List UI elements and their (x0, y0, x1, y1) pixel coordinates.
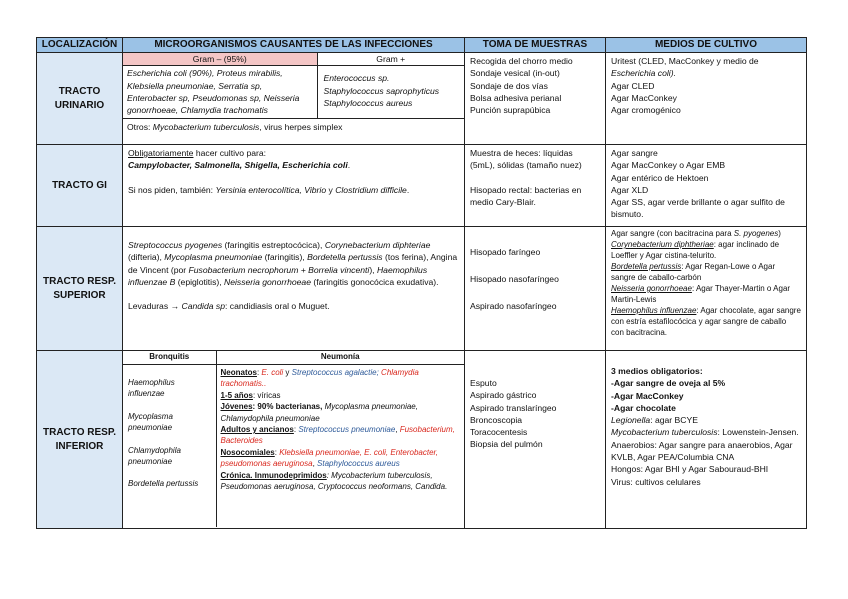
neumonia-subtable (123, 351, 464, 527)
otros-urinario (123, 119, 464, 136)
medio-haemophilus-label: Haemophilus influenzae (611, 306, 697, 315)
loc-gi: TRACTO GI (37, 145, 123, 227)
bug-e-coli: E. coli (261, 368, 284, 377)
gram-pos-item: Enterococcus sp. (323, 73, 390, 84)
infection-table (36, 37, 807, 529)
toma-heces-1: Muestra de heces: líquidas (470, 148, 573, 158)
toma-item: Sondaje de dos vías (470, 80, 548, 91)
bug-s-pneumoniae: Streptococcus pneumoniae (298, 425, 396, 435)
loc-superior (37, 227, 123, 351)
loc-superior-line1: TRACTO RESP. (43, 275, 116, 287)
toma-gi (465, 145, 606, 227)
medio-item: Agar SS, agar verde brillante o agar sulfito de bismuto. (611, 197, 785, 220)
gi-extra-end: . (406, 184, 410, 195)
medio-mycobacterium (611, 426, 801, 438)
toma-item: Aspirado translaríngeo (470, 402, 557, 413)
gram-neg-list: Escherichia coli (90%), Proteus mirabilis, Klebsiella pneumoniae, Serratia sp, Enterobacter sp, Pseudomonas sp, Neisseria gonorrhoeae, Chlamydia trachomatis (123, 66, 317, 119)
desc-text: ), (369, 264, 377, 275)
bug-candida: Candida sp (181, 301, 225, 312)
medio-macconkey: -Agar MacConkey (611, 390, 684, 401)
loc-inferior (37, 351, 123, 529)
medio-agar-sangre-text: Agar sangre (con bacitracina para (611, 229, 734, 238)
gi-extra-pre: Si nos piden, también: (128, 184, 216, 195)
sep: , (312, 459, 318, 469)
medio-item: Agar CLED (611, 80, 655, 91)
sep: ; (376, 368, 382, 377)
gi-bugs-end: . (347, 160, 351, 171)
neumonia-nosocomiales (221, 447, 461, 470)
desc-text: (faringitis gonocócica exudativa). (310, 276, 439, 287)
bug-b-pertussis: Bordetella pertussis (307, 252, 383, 263)
medio-haemophilus (611, 305, 801, 338)
row-tracto-urinario (37, 53, 807, 145)
micro-inferior (123, 351, 465, 529)
header-medios-cultivo: MEDIOS DE CULTIVO (606, 38, 807, 53)
micro-gi (123, 145, 465, 227)
bug-m-tuberculosis: Mycobacterium tuberculosis (611, 427, 718, 438)
levaduras-rest: : candidiasis oral o Muguet. (225, 301, 330, 312)
ninos-label: 1-5 años (220, 390, 253, 400)
bug-s-agalactie: Streptococcus agalactie (291, 368, 377, 377)
medio-chocolate: -Agar chocolate (611, 402, 676, 413)
medio-hongos: Hongos: Agar BHI y Agar Sabouraud-BHI (611, 464, 769, 475)
bug-h-influenzae: Haemophilus influenzae B (128, 264, 428, 287)
nosocomiales-gram-neg: Klebsiella pneumoniae, E. coli, Enterobacter, pseudomonas aeruginosa (220, 447, 438, 469)
bug-c-diphteriae: Corynebacterium diphteriae (324, 240, 431, 250)
gi-obligatorio (128, 147, 459, 159)
medios-inferior (606, 351, 807, 529)
medio-item: Agar sangre (611, 148, 658, 158)
cronica-bugs: : Mycobacterium tuberculosis, Pseudomonas aeruginosa, Cryptococcus neoformans, Candida. (220, 470, 448, 492)
levaduras-label: Levaduras → (128, 301, 182, 312)
toma-urinario (465, 53, 606, 145)
bronquitis-header: Bronquitis (123, 351, 216, 365)
micro-superior (123, 227, 465, 351)
medio-corynebacterium (611, 239, 801, 261)
header-toma-muestras: TOMA DE MUESTRAS (465, 38, 606, 53)
bug-s-aureus: Staphylococcus aureus (317, 459, 400, 469)
cronica-label: Crónica. Inmunodeprimidos (220, 470, 327, 480)
header-localizacion: LOCALIZACIÓN (37, 38, 123, 53)
loc-superior-line2: SUPERIOR (53, 289, 106, 301)
header-row (37, 38, 807, 53)
otros-rest: , virus herpes simplex (259, 122, 343, 133)
medios-uritest-line2: Escherichia coli). (611, 68, 676, 79)
gram-pos-item: Staphylococcus saprophyticus (323, 85, 440, 96)
medio-haemophilus-text: : Agar chocolate, agar sangre con estría estafilocócica y agar sangre de caballo con bacitracina. (611, 306, 801, 337)
toma-item: Bolsa adhesiva perianal (470, 92, 562, 103)
neumonia-neonatos: Neonatos: E. coli y Streptococcus agalactie; Chlamydia trachomatis.. (220, 368, 419, 389)
toma-hisopado-1: Hisopado rectal: bacterias en (470, 184, 582, 195)
toma-inferior (465, 351, 606, 529)
medio-item: Agar MacConkey o Agar EMB (611, 160, 726, 171)
jovenes-bacterianas: : 90% bacterianas, (252, 402, 325, 412)
medios-urinario (606, 53, 807, 145)
neonatos-label: Neonatos (220, 368, 257, 377)
medio-item: Agar XLD (611, 184, 649, 195)
superior-paragraph-1 (128, 239, 459, 288)
row-tracto-superior (37, 227, 807, 351)
bug-m-pneumoniae: Mycoplasma pneumoniae (164, 252, 263, 263)
medio-neisseria-label: Neisseria gonorrhoeae (611, 284, 692, 293)
gram-pos-list (317, 66, 464, 119)
medio-agar-sangre (611, 228, 801, 239)
toma-item: Sondaje vesical (in-out) (470, 68, 560, 79)
gi-obligatorio-rest: hacer cultivo para: (193, 148, 267, 158)
toma-heces-2: (5mL), sólidas (tamaño nuez) (470, 160, 582, 171)
gram-pos-header: Gram + (317, 53, 464, 66)
medios-obligatorios: 3 medios obligatorios: (611, 366, 703, 376)
loc-urinario (37, 53, 123, 145)
toma-item: Recogida del chorro medio (470, 56, 573, 66)
jovenes-label: Jóvenes (220, 402, 253, 412)
toma-item: Hisopado nasofaríngeo (470, 274, 559, 284)
toma-superior (465, 227, 606, 351)
nosocomiales-label: Nosocomiales (220, 447, 275, 457)
loc-urinario-line2: URINARIO (54, 99, 105, 111)
toma-item: Aspirado gástrico (470, 390, 537, 401)
toma-item: Esputo (470, 378, 497, 388)
gi-bugs (128, 159, 459, 171)
bug-fusobacterium: Fusobacterium necrophorum + Borrelia vincenti (188, 264, 370, 275)
bug-fusobacterium: Fusobacterium, Bacteroides (220, 425, 455, 446)
neumonia-header: Neumonía (216, 351, 464, 365)
sep: : (274, 447, 280, 457)
loc-inferior-line1: TRACTO RESP. (43, 426, 116, 438)
jovenes-bugs: Mycoplasma pneumoniae, Chlamydophila pneumoniae (220, 402, 418, 423)
toma-item: Punción suprapúbica (470, 105, 551, 116)
bronquitis-list (123, 365, 216, 527)
row-tracto-gi (37, 145, 807, 227)
medio-agar-sangre-end: ) (778, 229, 781, 238)
bug-c-trachomatis: Chlamydia trachomatis (220, 368, 419, 389)
medio-bordetella-text: : Agar Regan-Lowe o Agar sangre de caballo-carbón (611, 262, 776, 282)
gram-pos-item: Staphylococcus aureus (323, 97, 413, 108)
toma-item: Biopsia del pulmón (470, 439, 543, 450)
toma-item: Aspirado nasofaríngeo (470, 301, 557, 311)
bronquitis-item: Bordetella pertussis (128, 479, 199, 489)
medio-bordetella (611, 261, 801, 283)
neumonia-list (216, 365, 464, 527)
medio-neisseria (611, 283, 801, 305)
desc-text: (difteria), (128, 252, 165, 263)
otros-label: Otros: (127, 122, 151, 133)
gi-extra-bugs: Yersinia enterocolítica, Vibrio (215, 184, 327, 195)
medio-corynebacterium-label: Corynebacterium diphtheriae (611, 240, 714, 249)
gram-subtable (123, 53, 464, 136)
medio-item: Agar entérico de Hektoen (611, 172, 709, 183)
gi-extra-and: y (326, 184, 336, 195)
gi-extra (128, 184, 459, 196)
neumonia-cronica (221, 470, 461, 493)
medio-item: Agar MacConkey (611, 92, 677, 103)
conj-y: y (283, 368, 292, 377)
desc-text: (epiglotitis), (175, 276, 225, 287)
medio-legionella (611, 414, 801, 426)
bug-s-pyogenes: Streptococcus pyogenes (128, 240, 223, 250)
neumonia-ninos (221, 390, 461, 401)
otros-mycobacterium: Mycobacterium tuberculosis (152, 122, 260, 133)
medio-neisseria-text: : Agar Thayer-Martin o Agar Martin-Lewis (611, 284, 791, 304)
bronquitis-item: Chlamydophila pneumoniae (128, 445, 181, 467)
medios-uritest-line1: Uritest (CLED, MacConkey y medio de (611, 56, 759, 66)
medio-item: Agar cromogénico (611, 105, 681, 116)
medio-anaerobios: Anaerobios: Agar sangre para anaerobios, Agar KVLB, Agar PEA/Columbia CNA (611, 439, 793, 463)
neumonia-jovenes (221, 401, 461, 424)
bug-legionella: Legionella (611, 415, 651, 426)
toma-hisopado-2: medio Cary-Blair. (470, 196, 536, 207)
row-tracto-inferior (37, 351, 807, 529)
sep: , (395, 425, 400, 435)
medios-superior (606, 227, 807, 351)
toma-item: Hisopado faríngeo (470, 247, 541, 257)
medio-bcye: : agar BCYE (650, 415, 698, 426)
gi-obligatorio-label: Obligatoriamente (128, 148, 194, 158)
neo-end: .. (261, 379, 267, 389)
desc-text: (tos ferina), Angina de Vincent (por (128, 252, 458, 275)
header-microorganismos: MICROORGANISMOS CAUSANTES DE LAS INFECCIONES (123, 38, 465, 53)
desc-text: (faringitis), (262, 252, 308, 263)
gi-bugs-list: Campylobacter, Salmonella, Shigella, Escherichia coli (128, 160, 348, 171)
medio-corynebacterium-text: : agar inclinado de Loeffler y Agar cistina-telurito. (611, 240, 780, 260)
toma-item: Toracocentesis (470, 427, 528, 438)
ninos-rest: : víricas (252, 390, 281, 400)
medio-lowenstein: : Lowenstein-Jensen. (717, 427, 799, 438)
sep: : (293, 425, 299, 435)
loc-urinario-line1: TRACTO (58, 85, 101, 97)
gram-neg-header: Gram – (95%) (123, 53, 317, 66)
medio-bordetella-label: Bordetella pertussis (611, 262, 682, 271)
bronquitis-item: Mycoplasma pneumoniae (128, 411, 173, 433)
desc-text: (faringitis estreptocócica), (222, 240, 325, 250)
medio-sangre-oveja: -Agar sangre de oveja al 5% (611, 378, 726, 389)
bronquitis-item: Haemophilus influenzae (128, 378, 175, 399)
medio-virus: Virus: cultivos celulares (611, 476, 701, 487)
loc-inferior-line2: INFERIOR (55, 440, 104, 452)
medio-s-pyogenes: S. pyogenes (733, 229, 779, 238)
medios-gi (606, 145, 807, 227)
adultos-label: Adultos y ancianos (220, 425, 294, 435)
superior-paragraph-2 (128, 300, 459, 312)
gi-extra-clostridium: Clostridium difficile (335, 184, 407, 195)
bug-n-gonorrhoeae: Neisseria gonorrhoeae (224, 276, 311, 287)
toma-item: Broncoscopia (470, 414, 523, 425)
micro-urinario (123, 53, 465, 145)
neumonia-adultos (221, 424, 461, 447)
